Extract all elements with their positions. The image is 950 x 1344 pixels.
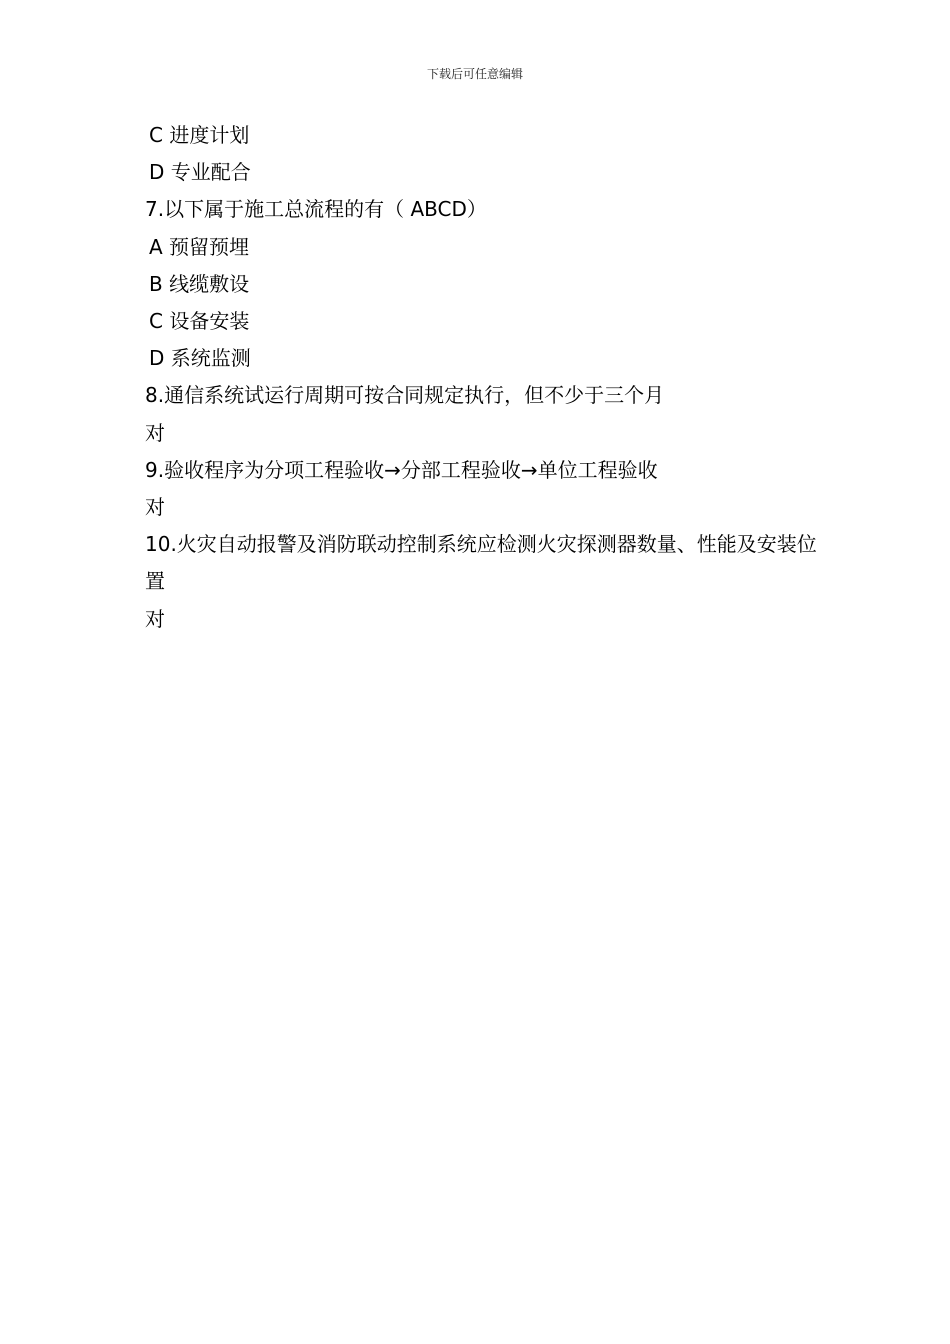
option-d-coordination: D 专业配合: [149, 160, 251, 185]
option-c-schedule: C 进度计划: [149, 123, 250, 147]
question-8: 8.通信系统试运行周期可按合同规定执行，但不少于三个月: [145, 383, 665, 408]
answer-10: 对: [145, 606, 165, 631]
question-7: 7.以下属于施工总流程的有（ ABCD）: [145, 197, 487, 222]
option-d-monitoring: D 系统监测: [149, 346, 251, 371]
question-10: 10.火灾自动报警及消防联动控制系统应检测火灾探测器数量、性能及安装位置: [145, 532, 817, 594]
option-b-cabling: B 线缆敷设: [149, 271, 250, 296]
answer-9: 对: [145, 495, 165, 520]
option-c-installation: C 设备安装: [149, 309, 250, 334]
page-header: 下载后可任意编辑: [426, 67, 523, 81]
question-9: 9.验收程序为分项工程验收→分部工程验收→单位工程验收: [145, 457, 658, 482]
answer-8: 对: [145, 420, 165, 445]
document-body: [145, 117, 825, 638]
option-a-embedding: A 预留预埋: [149, 234, 250, 259]
